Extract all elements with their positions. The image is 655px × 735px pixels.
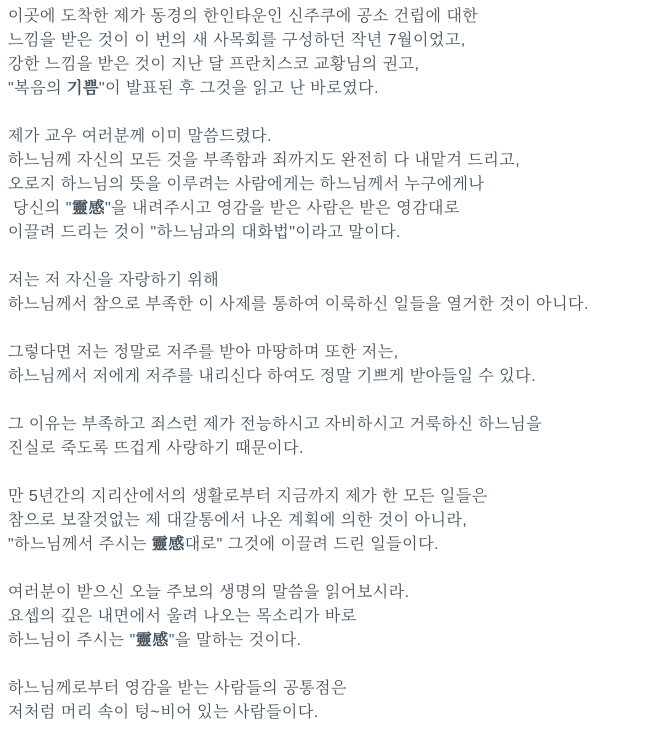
text-segment: 요셉의 깊은 내면에서 울려 나오는 목소리가 바로 [8, 608, 357, 625]
paragraph [8, 677, 649, 725]
text-segment: 하느님께서 참으로 부족한 이 사제를 통하여 이룩하신 일들을 열거한 것이 아니다. [8, 296, 589, 313]
text-line [8, 125, 649, 149]
text-segment: 그 이유는 부족하고 죄스런 제가 전능하시고 자비하시고 거룩하신 하느님을 [8, 416, 543, 433]
text-segment: 하느님께로부터 영감을 받는 사람들의 공통점은 [8, 680, 347, 697]
text-line [8, 581, 649, 605]
text-segment: 대로" 그것에 이끌려 드린 일들이다. [184, 536, 440, 553]
text-line [8, 5, 649, 29]
paragraph [8, 125, 649, 245]
emphasized-text-segment: 靈感 [151, 536, 185, 553]
text-line [8, 677, 649, 701]
text-line [8, 197, 649, 221]
text-segment: 하느님께서 저에게 저주를 내리신다 하여도 정말 기쁘게 받아들일 수 있다. [8, 368, 537, 385]
text-line [8, 437, 649, 461]
text-segment: 저처럼 머리 속이 텅~비어 있는 사람들이다. [8, 704, 319, 721]
text-segment: 여러분이 받으신 오늘 주보의 생명의 말씀을 읽어보시라. [8, 584, 410, 601]
text-segment: 하느님께 자신의 모든 것을 부족함과 죄까지도 완전히 다 내맡겨 드리고, [8, 152, 521, 169]
text-line [8, 149, 649, 173]
text-line [8, 605, 649, 629]
text-line [8, 509, 649, 533]
text-segment: "하느님께서 주시는 [8, 536, 152, 553]
text-line [8, 341, 649, 365]
paragraph [8, 269, 649, 317]
emphasized-text-segment: 靈感 [71, 200, 105, 217]
text-segment: 저는 저 자신을 자랑하기 위해 [8, 272, 220, 289]
emphasized-text-segment: 기쁨 [67, 80, 99, 97]
text-line [8, 269, 649, 293]
text-segment: 참으로 보잘것없는 제 대갈통에서 나온 계획에 의한 것이 아니라, [8, 512, 468, 529]
text-segment: 느낌을 받은 것이 이 번의 새 사목회를 구성하던 작년 7월이었고, [8, 32, 466, 49]
text-line [8, 77, 649, 101]
emphasized-text-segment: 靈感 [135, 632, 169, 649]
text-line [8, 413, 649, 437]
text-line [8, 533, 649, 557]
paragraph [8, 581, 649, 653]
text-line [8, 53, 649, 77]
text-segment: "을 말하는 것이다. [168, 632, 302, 649]
text-segment: 오로지 하느님의 뜻을 이루려는 사람에게는 하느님께서 누구에게나 [8, 176, 485, 193]
text-segment: 강한 느낌을 받은 것이 지난 달 프란치스코 교황님의 권고, [8, 56, 420, 73]
text-segment: "이 발표된 후 그것을 읽고 난 바로였다. [98, 80, 380, 97]
paragraph [8, 5, 649, 101]
paragraph [8, 413, 649, 461]
text-segment: 하느님이 주시는 " [8, 632, 136, 649]
paragraph [8, 485, 649, 557]
text-line [8, 173, 649, 197]
text-segment: 제가 교우 여러분께 이미 말씀드렸다. [8, 128, 273, 145]
text-segment: 이곳에 도착한 제가 동경의 한인타운인 신주쿠에 공소 건립에 대한 [8, 8, 479, 25]
text-segment: 당신의 " [8, 200, 72, 217]
text-segment: 이끌려 드리는 것이 "하느님과의 대화법"이라고 말이다. [8, 224, 402, 241]
text-line [8, 365, 649, 389]
text-segment: 만 5년간의 지리산에서의 생활로부터 지금까지 제가 한 모든 일들은 [8, 488, 488, 505]
text-segment: 그렇다면 저는 정말로 저주를 받아 마땅하며 또한 저는, [8, 344, 399, 361]
text-line [8, 629, 649, 653]
text-segment: "을 내려주시고 영감을 받은 사람은 받은 영감대로 [104, 200, 460, 217]
text-line [8, 29, 649, 53]
text-line [8, 293, 649, 317]
text-segment: 진실로 죽도록 뜨겁게 사랑하기 때문이다. [8, 440, 304, 457]
text-line [8, 701, 649, 725]
text-line [8, 485, 649, 509]
paragraph [8, 341, 649, 389]
text-segment: "복음의 [8, 80, 67, 97]
text-line [8, 221, 649, 245]
